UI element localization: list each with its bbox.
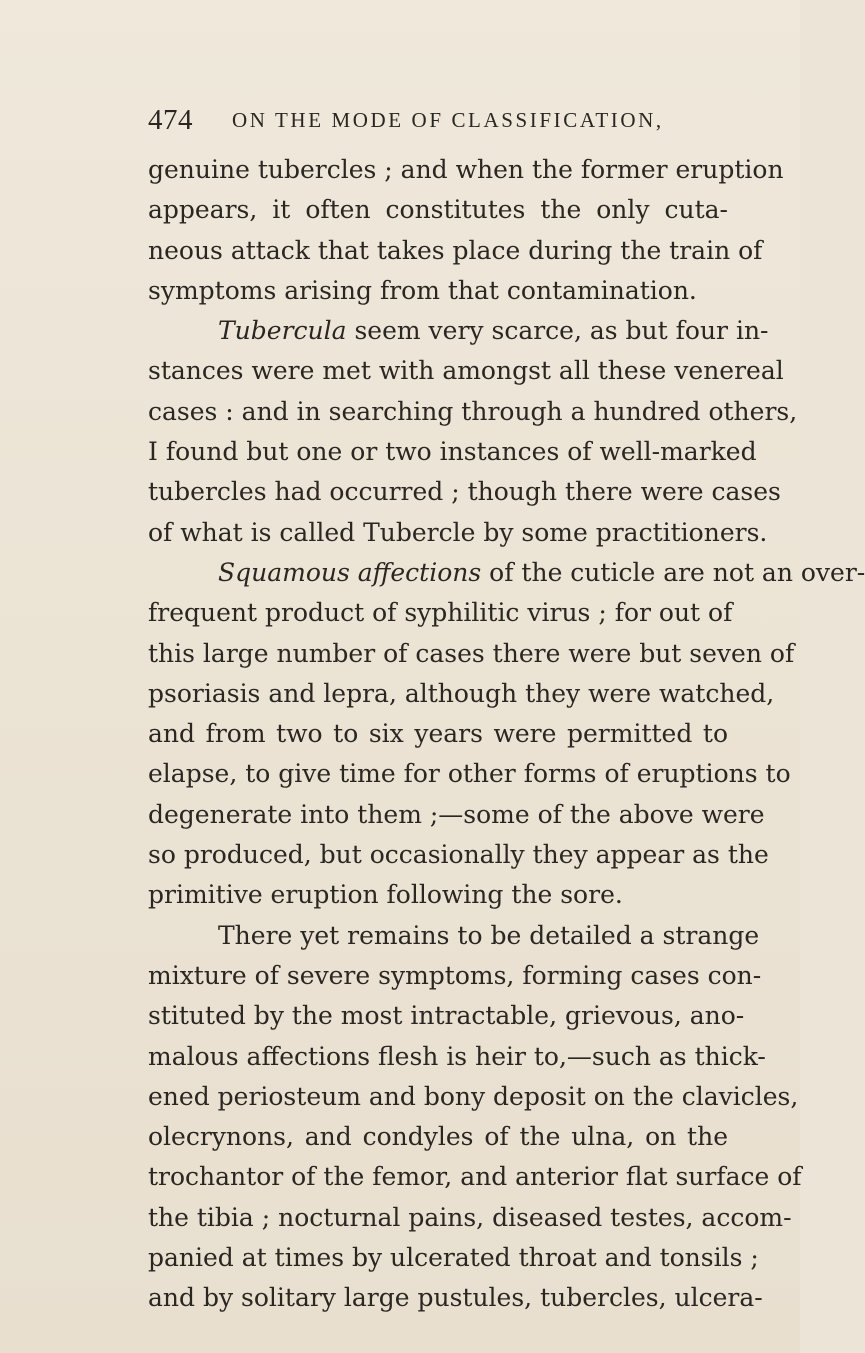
text-line: and by solitary large pustules, tubercles, ulcera- — [148, 1283, 763, 1313]
text-line: trochantor of the femor, and anterior flat surface of — [148, 1162, 802, 1192]
text-line: psoriasis and lepra, although they were watched, — [148, 678, 775, 708]
text-line: genuine tubercles ; and when the former eruption — [148, 155, 784, 184]
text-line: neous attack that takes place during the train of — [148, 235, 763, 265]
text-line: ened periosteum and bony deposit on the clavicles, — [148, 1081, 799, 1111]
text-line: so produced, but occasionally they appear as the — [148, 840, 769, 870]
text-line: cases : and in searching through a hundred others, — [148, 396, 798, 426]
paragraph-start: There yet remains to be detailed a strange — [218, 920, 760, 950]
text-line: I found but one or two instances of well-marked — [148, 437, 757, 467]
text-line: of what is called Tubercle by some practitioners. — [148, 517, 768, 547]
text-run: seem very scarce, as but four in- — [346, 316, 769, 346]
text-line: panied at times by ulcerated throat and tonsils ; — [148, 1243, 759, 1273]
italic-term: Squamous affections — [218, 557, 482, 587]
text-line: this large number of cases there were but seven of — [148, 638, 795, 668]
text-line: elapse, to give time for other forms of eruptions to — [148, 759, 791, 789]
page-number: 474 — [148, 104, 193, 136]
italic-term: Tubercula — [218, 316, 347, 346]
text-line: the tibia ; nocturnal pains, diseased testes, accom- — [148, 1202, 792, 1232]
text-run: of the cuticle are not an over- — [481, 557, 865, 587]
text-line: stituted by the most intractable, grievous, ano- — [148, 1001, 745, 1031]
paragraph-start — [148, 553, 865, 593]
body-text — [148, 150, 865, 1319]
text-line: tubercles had occurred ; though there were cases — [148, 477, 781, 507]
text-line: olecrynons, and condyles of the ulna, on the — [148, 1122, 728, 1152]
text-line: appears, it often constitutes the only cuta- — [148, 195, 728, 225]
text-line: mixture of severe symptoms, forming cases con- — [148, 960, 762, 990]
text-line: stances were met with amongst all these venereal — [148, 356, 784, 386]
running-title: ON THE MODE OF CLASSIFICATION, — [232, 108, 664, 132]
text-line: malous affections flesh is heir to,—such as thick- — [148, 1041, 766, 1071]
paragraph-start — [148, 311, 769, 351]
running-head — [148, 104, 708, 144]
text-line: symptoms arising from that contamination. — [148, 275, 697, 305]
text-line: frequent product of syphilitic virus ; for out of — [148, 598, 733, 628]
text-line: degenerate into them ;—some of the above were — [148, 799, 765, 829]
text-line: primitive eruption following the sore. — [148, 880, 623, 910]
text-line: and from two to six years were permitted to — [148, 719, 728, 749]
